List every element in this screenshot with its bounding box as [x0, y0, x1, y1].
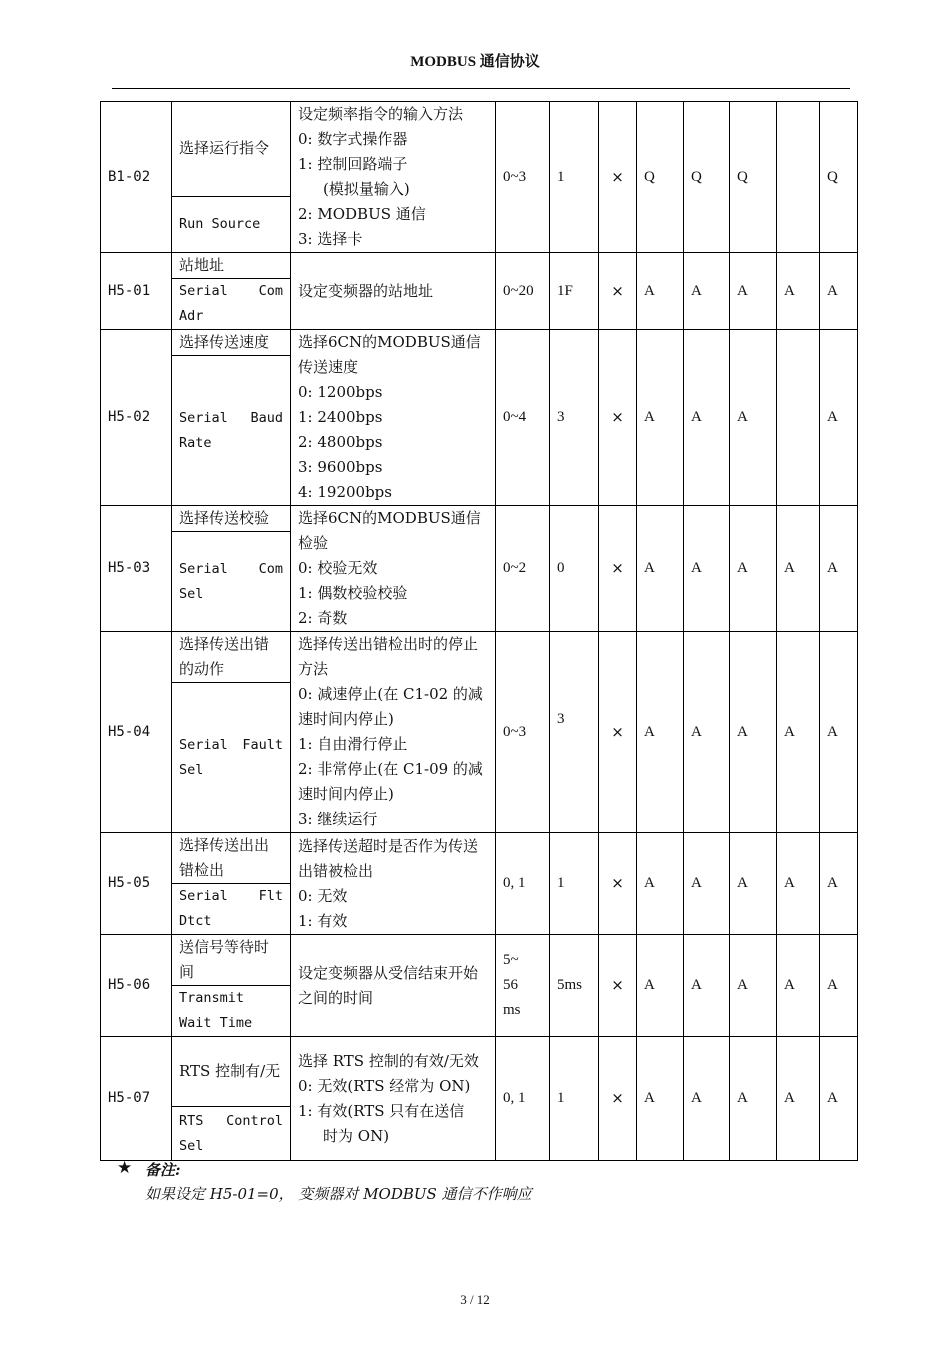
description-line: 设定频率指令的输入方法	[298, 105, 464, 123]
description-line: 选择 RTS 控制的有效/无效	[298, 1051, 479, 1070]
param-range: 0, 1	[496, 833, 550, 935]
param-range	[496, 935, 550, 1037]
param-name-zh: RTS 控制有/无	[172, 1037, 291, 1107]
param-default: 3	[550, 330, 599, 506]
access-level: A	[820, 833, 858, 935]
range-line: 5~	[503, 952, 519, 968]
param-name-zh: 站地址	[172, 253, 291, 279]
param-default: 1	[550, 1037, 599, 1161]
description-line: 3: 选择卡	[298, 230, 363, 248]
param-range: 0~4	[496, 330, 550, 506]
description-line: 设定变频器从受信结束开始之间的时间	[298, 963, 479, 1007]
page-header-title: MODBUS 通信协议	[410, 54, 540, 70]
table-row	[101, 330, 858, 356]
access-level: Q	[730, 102, 777, 253]
access-level: A	[684, 506, 730, 632]
description-line: 时为 ON)	[323, 1126, 390, 1145]
access-level: A	[777, 253, 820, 330]
access-level: A	[684, 935, 730, 1037]
description-line: 1: 自由滑行停止	[298, 735, 408, 753]
param-name-zh: 选择传送校验	[172, 506, 291, 532]
description-line: 选择6CN的MODBUS通信传送速度	[298, 333, 481, 376]
param-description	[291, 935, 496, 1037]
description-line: 0: 减速停止(在 C1-02 的减速时间内停止)	[298, 685, 483, 728]
description-line: 2: 4800bps	[298, 433, 383, 451]
description-line: 3: 继续运行	[298, 810, 378, 828]
description-line: 1: 控制回路端子	[298, 155, 408, 173]
access-level: A	[820, 935, 858, 1037]
access-level: A	[684, 632, 730, 833]
access-level: A	[637, 330, 684, 506]
description-line: 1: 有效(RTS 只有在送信	[298, 1101, 465, 1120]
param-code: H5-03	[101, 506, 172, 632]
change-during-run-mark: ×	[599, 935, 637, 1037]
description-line: 1: 2400bps	[298, 408, 383, 426]
param-default: 1F	[550, 253, 599, 330]
page-number: 3 / 12	[460, 1292, 490, 1307]
param-description	[291, 833, 496, 935]
note-label: 备注:	[145, 1161, 181, 1179]
param-default: 0	[550, 506, 599, 632]
access-level: A	[730, 935, 777, 1037]
access-level: A	[684, 1037, 730, 1161]
param-name-zh: 选择传送出错的动作	[172, 632, 291, 683]
access-level: A	[777, 833, 820, 935]
param-code: H5-02	[101, 330, 172, 506]
param-name-zh: 送信号等待时间	[172, 935, 291, 986]
description-line: 1: 偶数校验校验	[298, 584, 408, 602]
param-range: 0~20	[496, 253, 550, 330]
param-code: H5-07	[101, 1037, 172, 1161]
param-code: H5-04	[101, 632, 172, 833]
param-range: 0~3	[496, 632, 550, 833]
description-line: 0: 校验无效	[298, 559, 378, 577]
param-name-en: Serial Com Sel	[172, 532, 291, 632]
param-name-en: Serial Fault Sel	[172, 683, 291, 833]
access-level: A	[637, 632, 684, 833]
access-level: Q	[637, 102, 684, 253]
access-level: A	[730, 632, 777, 833]
access-level: A	[637, 833, 684, 935]
change-during-run-mark: ×	[599, 1037, 637, 1161]
access-level: A	[730, 833, 777, 935]
description-line: (模拟量输入)	[323, 180, 410, 198]
param-range: 0, 1	[496, 1037, 550, 1161]
description-line: 2: 奇数	[298, 609, 348, 627]
access-level: A	[820, 632, 858, 833]
param-default: 3	[550, 632, 599, 833]
access-level: A	[820, 1037, 858, 1161]
description-line: 选择6CN的MODBUS通信检验	[298, 509, 481, 552]
description-line: 2: MODBUS 通信	[298, 205, 426, 223]
change-during-run-mark: ×	[599, 330, 637, 506]
param-name-zh: 选择传送速度	[172, 330, 291, 356]
param-default: 1	[550, 833, 599, 935]
param-name-en: Run Source	[172, 196, 291, 252]
param-name-zh: 选择运行指令	[172, 102, 291, 197]
change-during-run-mark: ×	[599, 632, 637, 833]
description-line: 设定变频器的站地址	[298, 281, 434, 300]
description-line: 选择传送超时是否作为传送出错被检出	[298, 836, 479, 880]
access-level: A	[684, 833, 730, 935]
table-row	[101, 935, 858, 986]
param-name-en: Serial Com Adr	[172, 279, 291, 330]
range-line: 56	[503, 977, 518, 993]
param-description	[291, 1037, 496, 1161]
access-level: A	[777, 1037, 820, 1161]
access-level: A	[730, 506, 777, 632]
table-row	[101, 253, 858, 279]
table-row	[101, 632, 858, 683]
access-level: A	[684, 330, 730, 506]
description-line: 0: 无效	[298, 886, 348, 905]
access-level: A	[777, 632, 820, 833]
param-name-en: Transmit Wait Time	[172, 986, 291, 1037]
description-line: 选择传送出错检出时的停止方法	[298, 635, 479, 678]
description-line: 1: 有效	[298, 911, 348, 930]
parameter-table	[100, 101, 858, 1161]
param-description	[291, 632, 496, 833]
table-row	[101, 102, 858, 197]
param-default: 5ms	[550, 935, 599, 1037]
header-divider	[112, 88, 850, 89]
access-level	[777, 102, 820, 253]
param-name-en: RTS Control Sel	[172, 1107, 291, 1161]
access-level: A	[730, 253, 777, 330]
param-default: 1	[550, 102, 599, 253]
change-during-run-mark: ×	[599, 506, 637, 632]
access-level: A	[777, 506, 820, 632]
param-name-en: Serial Baud Rate	[172, 356, 291, 506]
access-level: Q	[684, 102, 730, 253]
description-line: 0: 数字式操作器	[298, 130, 408, 148]
table-row	[101, 1037, 858, 1107]
access-level: A	[637, 1037, 684, 1161]
access-level: A	[730, 330, 777, 506]
param-description	[291, 102, 496, 253]
access-level: A	[637, 935, 684, 1037]
access-level: A	[777, 935, 820, 1037]
star-icon: ★	[117, 1158, 133, 1178]
table-row	[101, 506, 858, 532]
access-level: Q	[820, 102, 858, 253]
note-text: 如果设定 H5-01=0， 变频器对 MODBUS 通信不作响应	[145, 1185, 532, 1203]
param-code: H5-01	[101, 253, 172, 330]
change-during-run-mark: ×	[599, 102, 637, 253]
access-level: A	[730, 1037, 777, 1161]
access-level	[777, 330, 820, 506]
description-line: 4: 19200bps	[298, 483, 392, 501]
param-description	[291, 330, 496, 506]
description-line: 2: 非常停止(在 C1-09 的减速时间内停止)	[298, 760, 483, 803]
access-level: A	[820, 330, 858, 506]
param-range: 0~2	[496, 506, 550, 632]
param-description	[291, 506, 496, 632]
param-code: H5-05	[101, 833, 172, 935]
change-during-run-mark: ×	[599, 833, 637, 935]
param-name-en: Serial Flt Dtct	[172, 884, 291, 935]
change-during-run-mark: ×	[599, 253, 637, 330]
access-level: A	[637, 506, 684, 632]
description-line: 0: 无效(RTS 经常为 ON)	[298, 1076, 471, 1095]
access-level: A	[637, 253, 684, 330]
param-range: 0~3	[496, 102, 550, 253]
access-level: A	[684, 253, 730, 330]
table-row	[101, 833, 858, 884]
access-level: A	[820, 253, 858, 330]
param-description	[291, 253, 496, 330]
description-line: 0: 1200bps	[298, 383, 383, 401]
param-name-zh: 选择传送出出错检出	[172, 833, 291, 884]
param-code: B1-02	[101, 102, 172, 253]
description-line: 3: 9600bps	[298, 458, 383, 476]
param-code: H5-06	[101, 935, 172, 1037]
access-level: A	[820, 506, 858, 632]
range-line: ms	[503, 1002, 521, 1018]
